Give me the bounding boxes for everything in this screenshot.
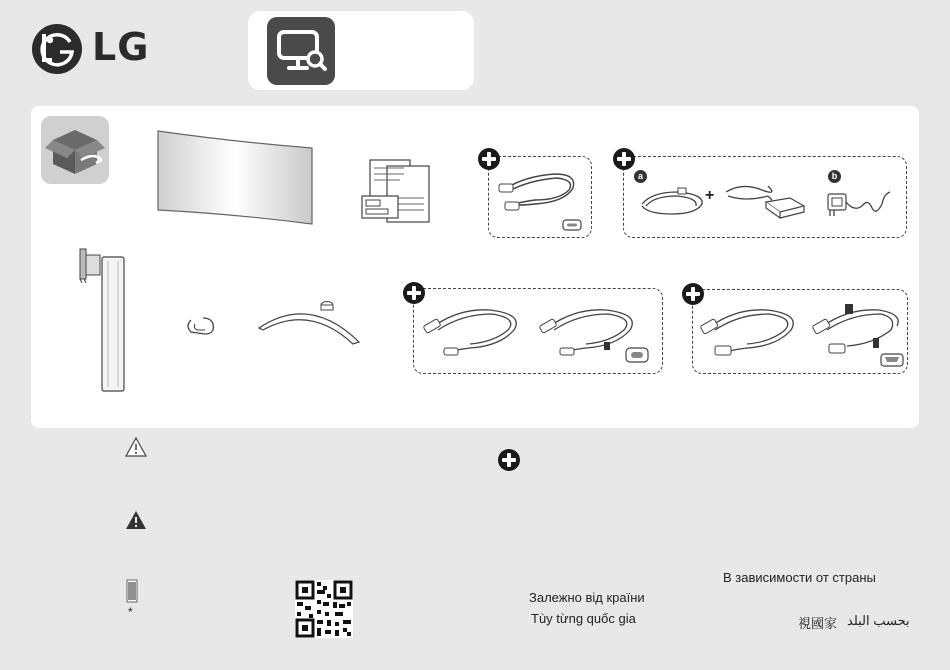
plus-icon <box>498 449 520 471</box>
stand-body-icon <box>78 243 130 393</box>
cable-clip-icon <box>183 314 219 338</box>
plus-sign: + <box>705 187 715 204</box>
barcode-icon <box>124 578 140 606</box>
displayport-cables-icon <box>420 296 656 370</box>
documents-icon <box>360 158 435 224</box>
option-b-badge: b <box>828 170 841 183</box>
qr-code-icon[interactable] <box>295 580 353 638</box>
power-adapter-icon <box>718 178 808 226</box>
wall-adapter-icon <box>818 182 898 222</box>
country-note-vietnamese: Tùy từng quốc gia <box>531 611 636 626</box>
stand-base-icon <box>255 298 365 348</box>
country-note-chinese: 視國家 <box>798 616 838 631</box>
monitor-search-icon <box>267 17 335 85</box>
plus-icon <box>613 148 635 170</box>
box-contents-icon <box>41 116 109 184</box>
country-note-arabic: بحسب البلد <box>847 613 910 628</box>
country-note-ukrainian: Залежно від країни <box>529 590 645 605</box>
barcode-note: * <box>128 605 133 619</box>
curved-monitor-icon <box>155 128 315 228</box>
option-a-badge: a <box>634 170 647 183</box>
country-note-russian: В зависимости от страны <box>723 570 876 585</box>
warning-filled-icon <box>124 509 148 531</box>
power-cord-icon <box>632 180 715 224</box>
hdmi-cables-icon <box>697 296 905 370</box>
brand-name: LG <box>92 25 150 69</box>
usb-c-cable-icon <box>495 164 585 234</box>
caution-outline-icon <box>124 436 148 458</box>
